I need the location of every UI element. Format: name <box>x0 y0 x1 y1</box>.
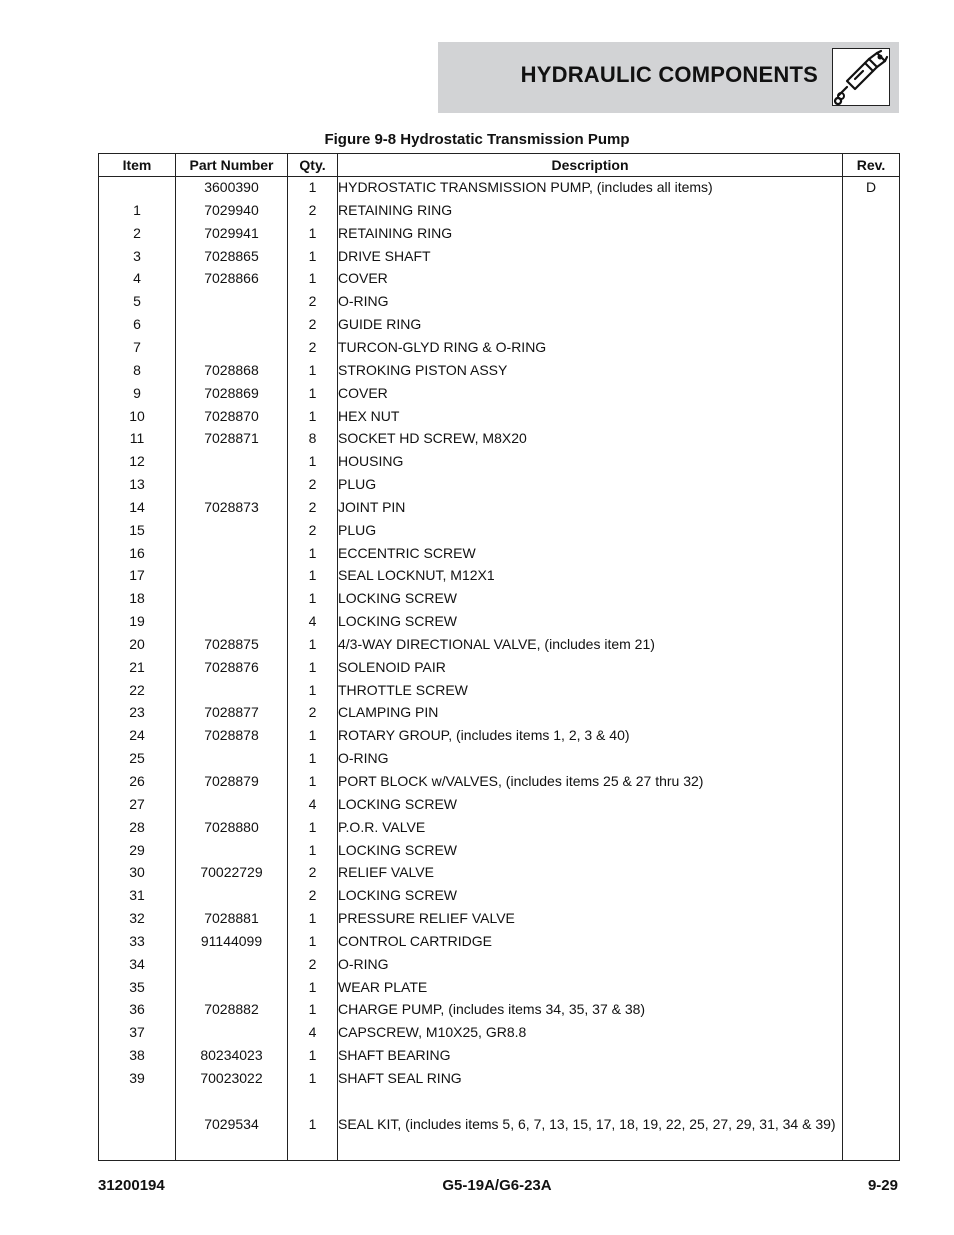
item-cell: 6 <box>99 314 176 337</box>
description-cell: LOCKING SCREW <box>338 588 843 611</box>
description-cell: P.O.R. VALVE <box>338 817 843 840</box>
table-row <box>99 543 900 566</box>
table-row <box>99 954 900 977</box>
qty-cell: 1 <box>288 840 338 863</box>
item-cell: 33 <box>99 931 176 954</box>
table-row <box>99 200 900 223</box>
item-cell: 26 <box>99 771 176 794</box>
qty-cell: 1 <box>288 634 338 657</box>
filler-cell <box>176 1137 288 1161</box>
part-number-cell <box>176 588 288 611</box>
description-cell: PRESSURE RELIEF VALVE <box>338 908 843 931</box>
table-row <box>99 314 900 337</box>
description-cell: LOCKING SCREW <box>338 840 843 863</box>
item-cell: 31 <box>99 885 176 908</box>
rev-cell <box>843 268 900 291</box>
item-cell: 9 <box>99 383 176 406</box>
part-number-cell: 7028878 <box>176 725 288 748</box>
column-header-item: Item <box>99 154 176 177</box>
description-cell: HYDROSTATIC TRANSMISSION PUMP, (includes all items) <box>338 177 843 200</box>
description-cell: ECCENTRIC SCREW <box>338 543 843 566</box>
description-cell: SEAL LOCKNUT, M12X1 <box>338 565 843 588</box>
part-number-cell: 7028876 <box>176 657 288 680</box>
description-cell: LOCKING SCREW <box>338 611 843 634</box>
table-row <box>99 588 900 611</box>
item-cell: 25 <box>99 748 176 771</box>
qty-cell: 1 <box>288 177 338 200</box>
filler-cell <box>843 1137 900 1161</box>
rev-cell <box>843 360 900 383</box>
qty-cell: 2 <box>288 291 338 314</box>
rev-cell <box>843 702 900 725</box>
qty-cell: 1 <box>288 360 338 383</box>
rev-cell <box>843 657 900 680</box>
rev-cell <box>843 611 900 634</box>
item-cell: 13 <box>99 474 176 497</box>
qty-cell: 1 <box>288 999 338 1022</box>
table-row <box>99 794 900 817</box>
part-number-cell: 7028881 <box>176 908 288 931</box>
qty-cell: 1 <box>288 406 338 429</box>
part-number-cell <box>176 840 288 863</box>
qty-cell: 1 <box>288 1114 338 1137</box>
qty-cell: 4 <box>288 794 338 817</box>
description-cell: PLUG <box>338 520 843 543</box>
item-cell: 38 <box>99 1045 176 1068</box>
column-header-description: Description <box>338 154 843 177</box>
filler-cell <box>99 1137 176 1161</box>
description-cell: JOINT PIN <box>338 497 843 520</box>
table-row <box>99 840 900 863</box>
item-cell: 7 <box>99 337 176 360</box>
table-row <box>99 428 900 451</box>
spacer-cell <box>99 1091 176 1114</box>
table-row <box>99 246 900 269</box>
description-cell: GUIDE RING <box>338 314 843 337</box>
qty-cell: 1 <box>288 771 338 794</box>
part-number-cell: 7028870 <box>176 406 288 429</box>
rev-cell <box>843 931 900 954</box>
parts-table <box>98 153 900 1161</box>
qty-cell: 2 <box>288 200 338 223</box>
description-cell: LOCKING SCREW <box>338 794 843 817</box>
item-cell: 37 <box>99 1022 176 1045</box>
description-cell: O-RING <box>338 291 843 314</box>
spacer-cell <box>843 1091 900 1114</box>
table-row <box>99 1022 900 1045</box>
spacer-cell <box>288 1091 338 1114</box>
qty-cell: 1 <box>288 748 338 771</box>
description-cell: HOUSING <box>338 451 843 474</box>
qty-cell: 1 <box>288 657 338 680</box>
description-cell: CAPSCREW, M10X25, GR8.8 <box>338 1022 843 1045</box>
table-row <box>99 291 900 314</box>
table-row <box>99 702 900 725</box>
table-row <box>99 725 900 748</box>
rev-cell <box>843 543 900 566</box>
rev-cell <box>843 474 900 497</box>
item-cell <box>99 1114 176 1137</box>
part-number-cell: 91144099 <box>176 931 288 954</box>
column-header-rev: Rev. <box>843 154 900 177</box>
rev-cell <box>843 977 900 1000</box>
table-row <box>99 1045 900 1068</box>
rev-cell <box>843 588 900 611</box>
part-number-cell <box>176 520 288 543</box>
qty-cell: 1 <box>288 1045 338 1068</box>
item-cell: 20 <box>99 634 176 657</box>
table-row <box>99 565 900 588</box>
part-number-cell <box>176 885 288 908</box>
qty-cell: 1 <box>288 451 338 474</box>
table-row <box>99 1114 900 1137</box>
rev-cell <box>843 451 900 474</box>
rev-cell <box>843 291 900 314</box>
table-row <box>99 680 900 703</box>
table-row <box>99 817 900 840</box>
description-cell: COVER <box>338 383 843 406</box>
rev-cell <box>843 200 900 223</box>
part-number-cell <box>176 954 288 977</box>
description-cell: ROTARY GROUP, (includes items 1, 2, 3 & 40) <box>338 725 843 748</box>
rev-cell <box>843 406 900 429</box>
table-row <box>99 931 900 954</box>
description-cell: COVER <box>338 268 843 291</box>
part-number-cell <box>176 794 288 817</box>
description-cell: CHARGE PUMP, (includes items 34, 35, 37 & 38) <box>338 999 843 1022</box>
item-cell: 18 <box>99 588 176 611</box>
part-number-cell: 7028880 <box>176 817 288 840</box>
item-cell: 14 <box>99 497 176 520</box>
rev-cell: D <box>843 177 900 200</box>
table-row <box>99 268 900 291</box>
item-cell: 11 <box>99 428 176 451</box>
qty-cell: 1 <box>288 268 338 291</box>
qty-cell: 2 <box>288 497 338 520</box>
table-row <box>99 1068 900 1091</box>
qty-cell: 2 <box>288 954 338 977</box>
rev-cell <box>843 1022 900 1045</box>
column-header-qty: Qty. <box>288 154 338 177</box>
table-row <box>99 451 900 474</box>
table-row <box>99 223 900 246</box>
rev-cell <box>843 885 900 908</box>
part-number-cell: 70023022 <box>176 1068 288 1091</box>
rev-cell <box>843 520 900 543</box>
qty-cell: 1 <box>288 725 338 748</box>
section-header-band <box>438 42 899 113</box>
description-cell: O-RING <box>338 748 843 771</box>
description-cell: PLUG <box>338 474 843 497</box>
part-number-cell <box>176 543 288 566</box>
table-row <box>99 360 900 383</box>
part-number-cell <box>176 565 288 588</box>
table-row <box>99 337 900 360</box>
part-number-cell: 7028873 <box>176 497 288 520</box>
rev-cell <box>843 771 900 794</box>
column-header-part-number: Part Number <box>176 154 288 177</box>
part-number-cell <box>176 748 288 771</box>
qty-cell: 8 <box>288 428 338 451</box>
description-cell: THROTTLE SCREW <box>338 680 843 703</box>
item-cell: 1 <box>99 200 176 223</box>
spacer-row <box>99 1091 900 1114</box>
qty-cell: 1 <box>288 246 338 269</box>
part-number-cell <box>176 451 288 474</box>
rev-cell <box>843 497 900 520</box>
part-number-cell: 7028871 <box>176 428 288 451</box>
item-cell: 2 <box>99 223 176 246</box>
qty-cell: 1 <box>288 223 338 246</box>
description-cell: CLAMPING PIN <box>338 702 843 725</box>
qty-cell: 1 <box>288 588 338 611</box>
item-cell: 30 <box>99 862 176 885</box>
rev-cell <box>843 337 900 360</box>
table-row <box>99 977 900 1000</box>
description-cell: TURCON-GLYD RING & O-RING <box>338 337 843 360</box>
item-cell: 22 <box>99 680 176 703</box>
description-cell: SHAFT SEAL RING <box>338 1068 843 1091</box>
description-cell: O-RING <box>338 954 843 977</box>
item-cell: 5 <box>99 291 176 314</box>
part-number-cell <box>176 977 288 1000</box>
part-number-cell <box>176 291 288 314</box>
rev-cell <box>843 817 900 840</box>
description-cell: PORT BLOCK w/VALVES, (includes items 25 & 27 thru 32) <box>338 771 843 794</box>
table-row <box>99 657 900 680</box>
item-cell: 21 <box>99 657 176 680</box>
rev-cell <box>843 428 900 451</box>
rev-cell <box>843 223 900 246</box>
qty-cell: 2 <box>288 520 338 543</box>
item-cell: 27 <box>99 794 176 817</box>
description-cell: DRIVE SHAFT <box>338 246 843 269</box>
table-row <box>99 520 900 543</box>
qty-cell: 1 <box>288 383 338 406</box>
qty-cell: 2 <box>288 474 338 497</box>
description-cell: WEAR PLATE <box>338 977 843 1000</box>
description-cell: HEX NUT <box>338 406 843 429</box>
part-number-cell <box>176 314 288 337</box>
filler-cell <box>338 1137 843 1161</box>
item-cell: 15 <box>99 520 176 543</box>
qty-cell: 2 <box>288 885 338 908</box>
part-number-cell <box>176 680 288 703</box>
section-title: HYDRAULIC COMPONENTS <box>520 62 818 87</box>
description-cell: RETAINING RING <box>338 223 843 246</box>
filler-row <box>99 1137 900 1161</box>
qty-cell: 2 <box>288 862 338 885</box>
qty-cell: 2 <box>288 702 338 725</box>
filler-cell <box>288 1137 338 1161</box>
table-header-row <box>99 154 900 177</box>
spacer-cell <box>338 1091 843 1114</box>
footer-model: G5-19A/G6-23A <box>442 1177 552 1194</box>
rev-cell <box>843 634 900 657</box>
rev-cell <box>843 840 900 863</box>
item-cell: 8 <box>99 360 176 383</box>
description-cell: CONTROL CARTRIDGE <box>338 931 843 954</box>
item-cell: 29 <box>99 840 176 863</box>
item-cell: 24 <box>99 725 176 748</box>
part-number-cell: 7028877 <box>176 702 288 725</box>
item-cell: 19 <box>99 611 176 634</box>
description-cell: RETAINING RING <box>338 200 843 223</box>
table-row <box>99 999 900 1022</box>
rev-cell <box>843 954 900 977</box>
rev-cell <box>843 1068 900 1091</box>
item-cell: 17 <box>99 565 176 588</box>
part-number-cell: 3600390 <box>176 177 288 200</box>
item-cell: 39 <box>99 1068 176 1091</box>
part-number-cell: 7028868 <box>176 360 288 383</box>
item-cell: 3 <box>99 246 176 269</box>
rev-cell <box>843 1045 900 1068</box>
rev-cell <box>843 908 900 931</box>
item-cell: 34 <box>99 954 176 977</box>
table-row <box>99 748 900 771</box>
rev-cell <box>843 748 900 771</box>
rev-cell <box>843 1114 900 1137</box>
part-number-cell <box>176 611 288 634</box>
table-row <box>99 862 900 885</box>
qty-cell: 2 <box>288 314 338 337</box>
table-row <box>99 406 900 429</box>
qty-cell: 4 <box>288 1022 338 1045</box>
rev-cell <box>843 565 900 588</box>
table-row <box>99 885 900 908</box>
description-cell: STROKING PISTON ASSY <box>338 360 843 383</box>
qty-cell: 1 <box>288 543 338 566</box>
table-row <box>99 497 900 520</box>
qty-cell: 1 <box>288 1068 338 1091</box>
table-row <box>99 634 900 657</box>
part-number-cell <box>176 1022 288 1045</box>
item-cell: 32 <box>99 908 176 931</box>
item-cell: 28 <box>99 817 176 840</box>
part-number-cell <box>176 337 288 360</box>
qty-cell: 1 <box>288 680 338 703</box>
item-cell: 36 <box>99 999 176 1022</box>
part-number-cell: 7028866 <box>176 268 288 291</box>
rev-cell <box>843 314 900 337</box>
description-cell: SHAFT BEARING <box>338 1045 843 1068</box>
part-number-cell: 7029534 <box>176 1114 288 1137</box>
qty-cell: 4 <box>288 611 338 634</box>
item-cell <box>99 177 176 200</box>
part-number-cell <box>176 474 288 497</box>
rev-cell <box>843 725 900 748</box>
qty-cell: 2 <box>288 337 338 360</box>
part-number-cell: 7028882 <box>176 999 288 1022</box>
description-cell: RELIEF VALVE <box>338 862 843 885</box>
item-cell: 35 <box>99 977 176 1000</box>
qty-cell: 1 <box>288 977 338 1000</box>
description-cell: 4/3-WAY DIRECTIONAL VALVE, (includes item 21) <box>338 634 843 657</box>
description-cell: SOCKET HD SCREW, M8X20 <box>338 428 843 451</box>
item-cell: 4 <box>99 268 176 291</box>
table-row <box>99 771 900 794</box>
part-number-cell: 70022729 <box>176 862 288 885</box>
description-cell: SOLENOID PAIR <box>338 657 843 680</box>
item-cell: 16 <box>99 543 176 566</box>
part-number-cell: 7029940 <box>176 200 288 223</box>
footer-document-number: 31200194 <box>98 1177 165 1194</box>
rev-cell <box>843 999 900 1022</box>
part-number-cell: 7028869 <box>176 383 288 406</box>
table-row <box>99 908 900 931</box>
hydraulic-cylinder-icon <box>832 48 890 106</box>
rev-cell <box>843 862 900 885</box>
item-cell: 12 <box>99 451 176 474</box>
item-cell: 10 <box>99 406 176 429</box>
item-cell: 23 <box>99 702 176 725</box>
table-row <box>99 383 900 406</box>
qty-cell: 1 <box>288 931 338 954</box>
part-number-cell: 7028879 <box>176 771 288 794</box>
rev-cell <box>843 246 900 269</box>
description-cell: LOCKING SCREW <box>338 885 843 908</box>
table-row <box>99 474 900 497</box>
rev-cell <box>843 794 900 817</box>
table-row <box>99 611 900 634</box>
qty-cell: 1 <box>288 817 338 840</box>
part-number-cell: 80234023 <box>176 1045 288 1068</box>
figure-title: Figure 9-8 Hydrostatic Transmission Pump <box>324 131 630 148</box>
description-cell: SEAL KIT, (includes items 5, 6, 7, 13, 15, 17, 18, 19, 22, 25, 27, 29, 31, 34 & 39) <box>338 1114 843 1137</box>
qty-cell: 1 <box>288 908 338 931</box>
spacer-cell <box>176 1091 288 1114</box>
rev-cell <box>843 680 900 703</box>
part-number-cell: 7028865 <box>176 246 288 269</box>
qty-cell: 1 <box>288 565 338 588</box>
footer-page-number: 9-29 <box>867 1177 898 1194</box>
table-body <box>99 177 900 1161</box>
part-number-cell: 7028875 <box>176 634 288 657</box>
rev-cell <box>843 383 900 406</box>
table-row <box>99 177 900 200</box>
part-number-cell: 7029941 <box>176 223 288 246</box>
